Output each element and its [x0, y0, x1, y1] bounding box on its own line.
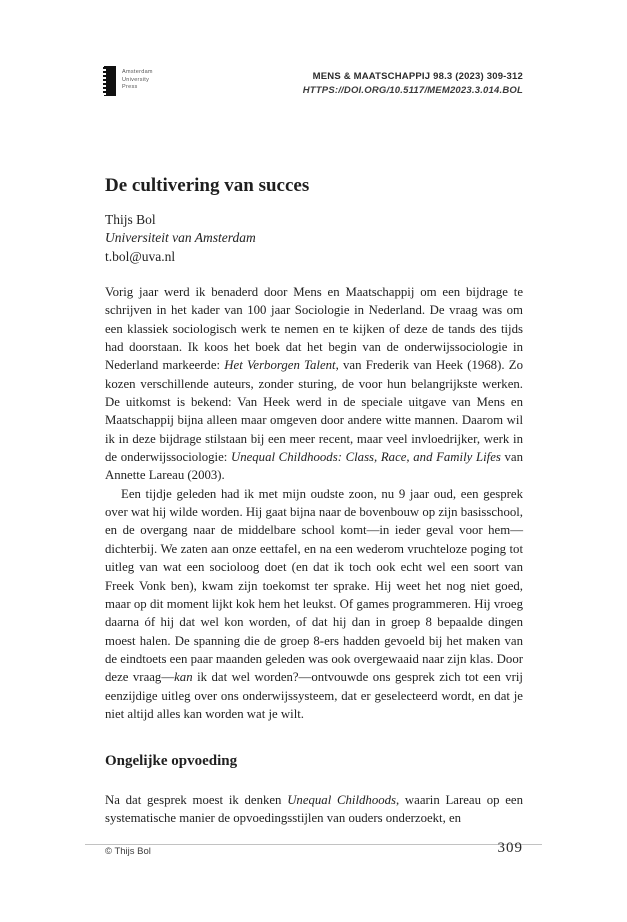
author-affiliation: Universiteit van Amsterdam	[105, 230, 256, 246]
book-title-italic: Unequal Childhoods	[287, 793, 396, 807]
journal-header	[303, 70, 523, 98]
aup-book-spine-icon	[104, 66, 116, 96]
book-title-italic: Unequal Childhoods: Class, Race, and Family Lifes	[230, 450, 501, 465]
paragraph-text: Vorig jaar werd ik benaderd door Mens en Maatschappij om een bijdrage te schrijven in het kader van 100 jaar Sociologie in Nederland. De vraag was om een klassiek sociologisch werk te nemen en te kijken of deze de tands des tijds had doorstaan. Ik koos het boek dat het begin van de onderwijssociologie in Nederland markeerde:	[105, 285, 523, 373]
publisher-name-line: Amsterdam	[122, 69, 153, 75]
article-body-continued	[105, 791, 523, 828]
page-number: 309	[497, 840, 523, 856]
author-name: Thijs Bol	[105, 212, 156, 227]
section-heading: Ongelijke opvoeding	[105, 753, 238, 769]
paragraph-text: , waarin Lareau op een systematische manier de opvoedingsstijlen van ouders onderzoekt, en	[105, 793, 523, 826]
publisher-name-line: Press	[122, 84, 138, 90]
copyright: © Thijs Bol	[105, 846, 151, 857]
paragraph-text: , van Frederik van Heek (1968). Zo kozen verschillende auteurs, zonder sturing, de voor hun belangrijkste werken. De uitkomst is bekend: Van Heek werd in de speciale uitgave van Mens en Maatschappij bijna alleen maar omgeven door andere witte mannen. Daarom wil ik in deze bijdrage stilstaan bij een meer recent, maar veel invloedrijker, werk in de onderwijssociologie:	[105, 358, 523, 465]
journal-citation: MENS & MAATSCHAPPIJ 98.3 (2023) 309-312	[312, 71, 523, 82]
paragraph-text: ik dat wel worden?—ontvouwde ons gesprek zich tot een vrij eenzijdige uitleg over ons onderwijssysteem, dat er geselecteerd wordt, en dat je niet altijd alles kan worden wat je wilt.	[105, 670, 523, 721]
emphasis-italic: kan	[174, 670, 193, 685]
article-title: De cultivering van succes	[105, 175, 310, 196]
author-email[interactable]: t.bol@uva.nl	[105, 248, 176, 264]
paragraph-text: van Annette Lareau (2003).	[105, 450, 523, 483]
author-block	[105, 211, 525, 266]
publisher-name-line: University	[122, 76, 150, 83]
publisher-name	[122, 66, 153, 96]
article-body	[105, 283, 523, 723]
paragraph	[105, 791, 523, 828]
paragraph-text: Een tijdje geleden had ik met mijn oudste zoon, nu 9 jaar oud, een gesprek over wat hij wilde worden. Hij gaat bijna naar de bovenbouw op zijn basisschool, en de overgang naar de middelbare school komt—in ieder geval voor hem—dichterbij. We zaten aan onze eettafel, en na een wederom vruchteloze poging tot uitleg van wat een socioloog doet (en dat ik toch ook echt wel een soort van Freek Vonk ben), kwam zijn toekomst ter sprake. Hij weet het nog niet goed, maar op dit moment lijkt kok hem het leukst. Of games programmeren. Hij vroeg daarna óf hij dat wel kon worden, of dat hij dan in groep 8 bepaalde dingen moest halen. De spanning die de groep 8-ers hadden gevoeld bij het maken van de eindtoets een paar maanden geleden was ook overgewaaid naar zijn klas. Door deze vraag—	[105, 486, 523, 685]
paragraph	[105, 283, 523, 485]
paragraph	[105, 485, 523, 723]
footer-divider	[85, 844, 542, 845]
doi-link[interactable]: HTTPS://DOI.ORG/10.5117/MEM2023.3.014.BOL	[302, 85, 523, 96]
publisher-logo	[104, 66, 153, 96]
paragraph-text: Na dat gesprek moest ik denken	[105, 793, 288, 807]
book-title-italic: Het Verborgen Talent	[224, 358, 336, 373]
